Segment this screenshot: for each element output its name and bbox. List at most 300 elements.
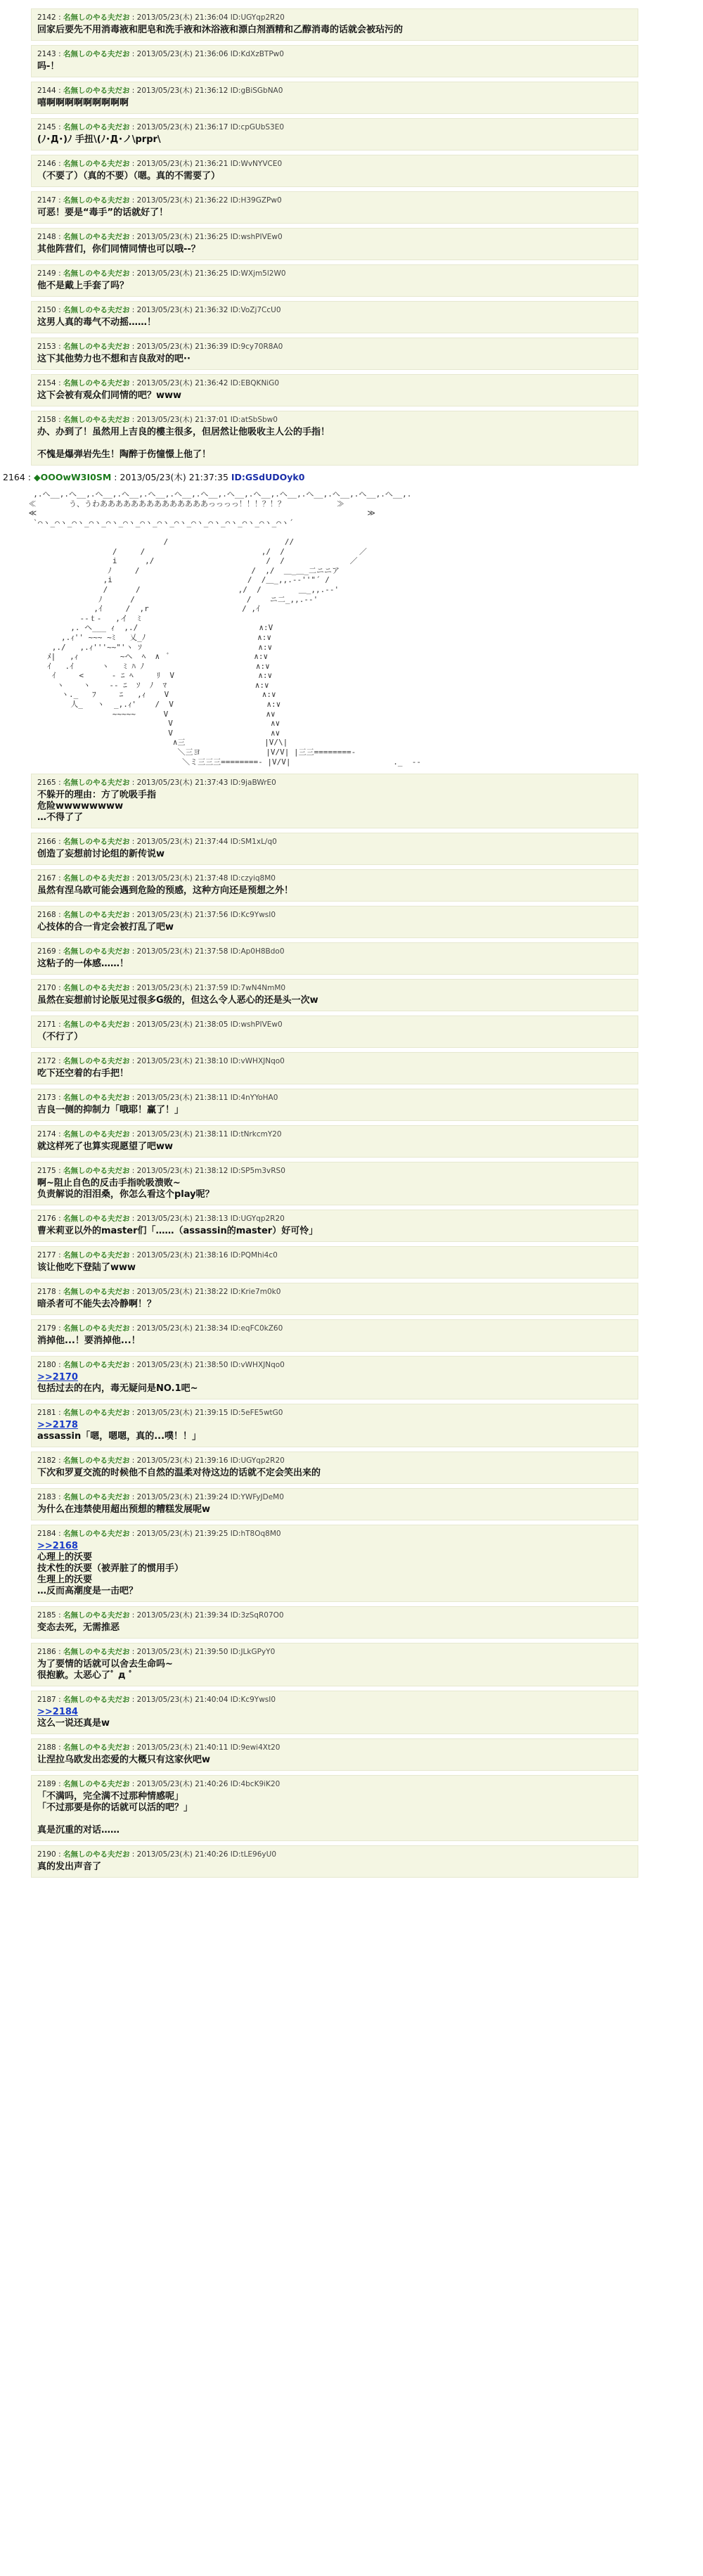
ascii-art-line: ∧三 |V/\| bbox=[24, 738, 288, 748]
poster-name[interactable]: 名無しのやる夫だお bbox=[63, 1251, 130, 1260]
post-header: 2176 : 名無しのやる夫だお : 2013/05/23(木) 21:38:13 ID:UGYqp2R20 bbox=[37, 1215, 285, 1224]
poster-name[interactable]: 名無しのやる夫だお bbox=[63, 1743, 130, 1752]
post-header: 2187 : 名無しのやる夫だお : 2013/05/23(木) 21:40:04 ID:Kc9YwsI0 bbox=[37, 1696, 276, 1705]
poster-name[interactable]: 名無しのやる夫だお bbox=[63, 196, 130, 205]
post-line: 可恶！要是“毒手”的话就好了！ bbox=[37, 207, 169, 218]
post-line: 不躲开的理由：方了吮吸手指 bbox=[37, 790, 157, 801]
post-body bbox=[37, 1105, 632, 1116]
poster-id[interactable]: ID:9cy70R8A0 bbox=[230, 342, 283, 351]
post-number: 2149 bbox=[37, 269, 56, 278]
poster-id[interactable]: ID:czyiq8M0 bbox=[230, 874, 276, 883]
post bbox=[31, 1356, 638, 1399]
post-date: 2013/05/23(木) 21:38:22 bbox=[136, 1288, 228, 1297]
poster-id[interactable]: ID:cpGUbS3E0 bbox=[230, 123, 285, 132]
post-body bbox=[37, 25, 632, 36]
post bbox=[31, 1488, 638, 1520]
post-date: 2013/05/23(木) 21:39:50 bbox=[136, 1648, 228, 1657]
poster-id[interactable]: ID:tLE96yU0 bbox=[230, 1850, 276, 1859]
poster-id[interactable]: ID:vWHXJNqo0 bbox=[230, 1361, 285, 1370]
reply-anchor-link[interactable]: >>2170 bbox=[37, 1372, 78, 1383]
poster-id[interactable]: ID:UGYqp2R20 bbox=[230, 1215, 285, 1224]
reply-anchor-link[interactable]: >>2168 bbox=[37, 1541, 78, 1552]
post-line: 包括过去的在内，毒无疑问是NO.1吧~ bbox=[37, 1383, 198, 1395]
post-header: 2147 : 名無しのやる夫だお : 2013/05/23(木) 21:36:22 ID:H39GZPw0 bbox=[37, 196, 282, 205]
post-line: 这下会被有观众们同情的吧？www bbox=[37, 390, 182, 401]
post-number: 2190 bbox=[37, 1850, 56, 1859]
post-number: 2148 bbox=[37, 233, 56, 241]
post-number: 2142 bbox=[37, 13, 56, 22]
post-header: 2146 : 名無しのやる夫だお : 2013/05/23(木) 21:36:21 ID:WvNYVCE0 bbox=[37, 160, 283, 168]
post bbox=[31, 228, 638, 260]
post-number: 2180 bbox=[37, 1361, 56, 1370]
post-body bbox=[37, 1659, 632, 1681]
post bbox=[31, 338, 638, 370]
post-line bbox=[37, 1814, 632, 1825]
post-header: 2167 : 名無しのやる夫だお : 2013/05/23(木) 21:37:48 ID:czyiq8M0 bbox=[37, 874, 276, 883]
poster-name[interactable]: 名無しのやる夫だお bbox=[63, 874, 130, 883]
post-date: 2013/05/23(木) 21:38:10 bbox=[136, 1057, 228, 1066]
ascii-art bbox=[24, 489, 692, 767]
ascii-art-line: ｲ .ｲ ヽ ﾐ ﾊ ﾉ ∧:∨ bbox=[24, 661, 270, 671]
post-line: 这下其他势力也不想和吉良敌对的吧·· bbox=[37, 354, 191, 364]
poster-name[interactable]: 名無しのやる夫だお bbox=[63, 1456, 130, 1466]
ascii-art-line: / // bbox=[24, 537, 295, 546]
post-body bbox=[37, 1861, 632, 1873]
ascii-art-line: ‐-ｔ‐ ,イ ﾐ bbox=[24, 613, 141, 623]
post-line: 很抱歉。太恶心了ﾟ д ﾟ bbox=[37, 1670, 134, 1681]
post-number: 2143 bbox=[37, 50, 56, 58]
poster-name[interactable]: 名無しのやる夫だお bbox=[63, 838, 130, 847]
post-date: 2013/05/23(木) 21:40:26 bbox=[136, 1780, 228, 1789]
post-date: 2013/05/23(木) 21:36:25 bbox=[136, 233, 228, 241]
post bbox=[31, 1162, 638, 1205]
ascii-art-line: / / ,/ / ＿_,,.-‐' bbox=[24, 584, 340, 594]
post-body bbox=[37, 995, 632, 1006]
poster-name[interactable]: 名無しのやる夫だお bbox=[63, 947, 130, 956]
post-line: 负责解说的泪泪桑，你怎么看这个play呢？ bbox=[37, 1189, 214, 1200]
post-date: 2013/05/23(木) 21:37:01 bbox=[136, 416, 228, 424]
post-line: 下次和罗夏交流的时候他不自然的温柔对待这边的话就不定会笑出来的 bbox=[37, 1468, 321, 1479]
poster-name[interactable]: 名無しのやる夫だお bbox=[63, 269, 130, 278]
poster-id[interactable]: ID:9ewi4Xt20 bbox=[230, 1743, 280, 1752]
post-header: 2188 : 名無しのやる夫だお : 2013/05/23(木) 21:40:11 ID:9ewi4Xt20 bbox=[37, 1743, 280, 1752]
ascii-art-line: `⌒ヽ_⌒ヽ_⌒ヽ_⌒ヽ_⌒ヽ_⌒ヽ_⌒ヽ_⌒ヽ_⌒ヽ_⌒ヽ_⌒ヽ_⌒ヽ_⌒ヽ_⌒ヽ_⌒ヽ´ bbox=[24, 518, 294, 527]
post-body bbox=[37, 1622, 632, 1634]
post-line: 暗杀者可不能失去冷静啊！？ bbox=[37, 1299, 157, 1310]
poster-id[interactable]: ID:9jaBWrE0 bbox=[230, 778, 276, 788]
ascii-art-line: ﾉ / / ,/ ＿_＿_二ニニア bbox=[24, 565, 340, 575]
post bbox=[31, 1845, 638, 1878]
poster-id[interactable]: ID:YWFyJDeM0 bbox=[230, 1493, 284, 1502]
post-header: 2179 : 名無しのやる夫だお : 2013/05/23(木) 21:38:34 ID:eqFC0kZ60 bbox=[37, 1324, 283, 1333]
post bbox=[31, 155, 638, 187]
post bbox=[31, 411, 638, 466]
post-header: 2168 : 名無しのやる夫だお : 2013/05/23(木) 21:37:56 ID:Kc9YwsI0 bbox=[37, 911, 276, 920]
poster-id[interactable]: ID:UGYqp2R20 bbox=[230, 1456, 285, 1466]
poster-id[interactable]: ID:gBiSGbNA0 bbox=[230, 86, 283, 95]
post-number: 2172 bbox=[37, 1057, 56, 1066]
post-body bbox=[37, 1335, 632, 1347]
post-date: 2013/05/23(木) 21:37:43 bbox=[136, 778, 228, 788]
post-body bbox=[37, 207, 632, 219]
post-date: 2013/05/23(木) 21:40:26 bbox=[136, 1850, 228, 1859]
post-date: 2013/05/23(木) 21:38:13 bbox=[136, 1215, 228, 1224]
post-number: 2189 bbox=[37, 1780, 56, 1789]
poster-id[interactable]: ID:EBQKNiG0 bbox=[230, 379, 280, 387]
post-body bbox=[37, 1755, 632, 1766]
poster-id[interactable]: ID:PQMhi4c0 bbox=[230, 1251, 278, 1260]
post-line: 虽然在妄想前讨论版见过很多G级的，但这么令人恶心的还是头一次w bbox=[37, 995, 318, 1006]
post-number: 2177 bbox=[37, 1251, 56, 1260]
post-header: 2149 : 名無しのやる夫だお : 2013/05/23(木) 21:36:25 ID:WXjm5l2W0 bbox=[37, 269, 286, 278]
post-line: 「不过那要是你的话就可以活的吧？」 bbox=[37, 1802, 193, 1814]
post-line: 生理上的沃要 bbox=[37, 1575, 93, 1586]
post-body bbox=[37, 1262, 632, 1274]
post-header: 2153 : 名無しのやる夫だお : 2013/05/23(木) 21:36:39 ID:9cy70R8A0 bbox=[37, 342, 283, 351]
post-line bbox=[37, 438, 632, 449]
post-header: 2148 : 名無しのやる夫だお : 2013/05/23(木) 21:36:25 ID:wshPIVEw0 bbox=[37, 233, 283, 241]
post-line: 嘻啊啊啊啊啊啊啊啊啊 bbox=[37, 98, 129, 108]
post-line: 曹米莉亚以外的master们「……（assassin的master）好可怜」 bbox=[37, 1226, 318, 1237]
post-line: assassin「嗯，嗯嗯，真的...噗！！」 bbox=[37, 1431, 202, 1442]
post-header: 2158 : 名無しのやる夫だお : 2013/05/23(木) 21:37:01 ID:atSbSbw0 bbox=[37, 416, 278, 424]
poster-id[interactable]: ID:wshPIVEw0 bbox=[230, 233, 283, 241]
poster-id[interactable]: ID:4bcK9iK20 bbox=[230, 1780, 280, 1789]
poster-name[interactable]: 名無しのやる夫だお bbox=[63, 1780, 130, 1789]
poster-name[interactable]: 名無しのやる夫だお bbox=[63, 1324, 130, 1333]
post-date: 2013/05/23(木) 21:37:48 bbox=[136, 874, 228, 883]
post-line: 就这样死了也算实现愿望了吧ww bbox=[37, 1141, 174, 1153]
post-body bbox=[37, 281, 632, 292]
ascii-art-line: ,. ヘ___ ｨ ,./ ∧:V bbox=[24, 623, 273, 633]
post-header: 2190 : 名無しのやる夫だお : 2013/05/23(木) 21:40:26 ID:tLE96yU0 bbox=[37, 1850, 276, 1859]
post-line: 其他阵营们，你们同情同情也可以哦--？ bbox=[37, 244, 200, 255]
reply-anchor-link[interactable]: >>2178 bbox=[37, 1420, 78, 1431]
post-header: 2183 : 名無しのやる夫だお : 2013/05/23(木) 21:39:24 ID:YWFyJDeM0 bbox=[37, 1493, 284, 1502]
poster-id[interactable]: ID:SP5m3vRS0 bbox=[230, 1167, 285, 1176]
post bbox=[31, 1775, 638, 1841]
poster-id[interactable]: ID:GSdUDOyk0 bbox=[231, 472, 305, 482]
post-date: 2013/05/23(木) 21:37:58 bbox=[136, 947, 228, 956]
post-date: 2013/05/23(木) 21:39:16 bbox=[136, 1456, 228, 1466]
post-number: 2181 bbox=[37, 1409, 56, 1418]
post bbox=[31, 942, 638, 975]
ascii-art-line: i ,/ / / ／ bbox=[24, 556, 358, 566]
post-date: 2013/05/23(木) 21:36:21 bbox=[136, 160, 228, 168]
ascii-art-line: ,./ ,.ｨ'''~~"'ヽ ｿ ∧:∨ bbox=[24, 642, 273, 652]
post-number: 2186 bbox=[37, 1648, 56, 1657]
ascii-art-line: ,.ｨ'' ~~~ ~ﾐ 乂_ﾉ ∧:∨ bbox=[24, 632, 272, 642]
post-date: 2013/05/23(木) 21:36:32 bbox=[136, 306, 228, 314]
poster-id[interactable]: ID:Ap0H8Bdo0 bbox=[230, 947, 285, 956]
post-line: …反而高潮度是一击吧？ bbox=[37, 1586, 138, 1597]
post-body bbox=[37, 1141, 632, 1153]
post-body bbox=[37, 98, 632, 109]
poster-name[interactable]: 名無しのやる夫だお bbox=[63, 13, 130, 22]
post-header: 2166 : 名無しのやる夫だお : 2013/05/23(木) 21:37:44 ID:SM1xL/q0 bbox=[37, 838, 277, 847]
poster-name[interactable]: 名無しのやる夫だお bbox=[63, 1094, 130, 1103]
post-header: 2184 : 名無しのやる夫だお : 2013/05/23(木) 21:39:25 ID:hT8Oq8M0 bbox=[37, 1530, 281, 1539]
post-date: 2013/05/23(木) 21:38:50 bbox=[136, 1361, 228, 1370]
post-body bbox=[37, 1541, 632, 1597]
post-line: 虽然有涅乌欧可能会遇到危险的预感，这种方向还是预想之外！ bbox=[37, 885, 294, 897]
post-date: 2013/05/23(木) 21:36:22 bbox=[136, 196, 228, 205]
post-line: 吃下还空着的右手把！ bbox=[37, 1068, 129, 1079]
ascii-art-line: ＼三ヨ |V/V| |三三========- bbox=[24, 748, 356, 757]
ascii-art-line: ≪ ≫ bbox=[24, 508, 375, 518]
poster-id[interactable]: ID:UGYqp2R20 bbox=[230, 13, 285, 22]
ascii-art-line: ｲ < ‐ ﾆ ﾍ ﾘ V ∧:∨ bbox=[24, 671, 273, 681]
post-date: 2013/05/23(木) 21:38:05 bbox=[136, 1020, 228, 1030]
post-number: 2168 bbox=[37, 911, 56, 920]
post bbox=[31, 1643, 638, 1686]
post-line: 心技体的合一肯定会被打乱了吧w bbox=[37, 922, 174, 933]
post-body bbox=[37, 317, 632, 328]
post-body bbox=[37, 134, 632, 146]
post-header: 2189 : 名無しのやる夫だお : 2013/05/23(木) 21:40:26 ID:4bcK9iK20 bbox=[37, 1780, 280, 1789]
poster-id[interactable]: ID:Kc9YwsI0 bbox=[230, 911, 276, 920]
post-date: 2013/05/23(木) 21:37:56 bbox=[136, 911, 228, 920]
post-line: 为了要情的话就可以舍去生命吗~ bbox=[37, 1659, 173, 1670]
post bbox=[31, 374, 638, 406]
post bbox=[31, 1246, 638, 1279]
post bbox=[31, 979, 638, 1011]
post bbox=[31, 869, 638, 902]
post-header: 2143 : 名無しのやる夫だお : 2013/05/23(木) 21:36:06 ID:KdXzBTPw0 bbox=[37, 50, 284, 58]
post-number: 2145 bbox=[37, 123, 56, 132]
post-date: 2013/05/23(木) 21:40:04 bbox=[136, 1696, 228, 1705]
poster-id[interactable]: ID:eqFC0kZ60 bbox=[230, 1324, 283, 1333]
post-date: 2013/05/23(木) 21:38:12 bbox=[136, 1167, 228, 1176]
post-number: 2146 bbox=[37, 160, 56, 168]
poster-name[interactable]: 名無しのやる夫だお bbox=[63, 1020, 130, 1030]
poster-name[interactable]: 名無しのやる夫だお bbox=[63, 86, 130, 95]
poster-id[interactable]: ID:5eFE5wtG0 bbox=[230, 1409, 283, 1418]
post-number: 2182 bbox=[37, 1456, 56, 1466]
poster-id[interactable]: ID:WXjm5l2W0 bbox=[230, 269, 286, 278]
poster-id[interactable]: ID:wshPIVEw0 bbox=[230, 1020, 283, 1030]
post bbox=[31, 82, 638, 114]
post bbox=[31, 1125, 638, 1158]
poster-id[interactable]: ID:H39GZPw0 bbox=[230, 196, 282, 205]
post-number: 2154 bbox=[37, 379, 56, 387]
post-number: 2184 bbox=[37, 1530, 56, 1539]
post bbox=[31, 1210, 638, 1242]
poster-id[interactable]: ID:Krie7m0k0 bbox=[230, 1288, 281, 1297]
ascii-art-line: ヽ ヽ -- ﾆ ｿ ﾉ ﾏ ∧:∨ bbox=[24, 680, 269, 690]
poster-name[interactable]: 名無しのやる夫だお bbox=[63, 1696, 130, 1705]
poster-id[interactable]: ID:vWHXJNqo0 bbox=[230, 1057, 285, 1066]
post-line: 这么一说还真是w bbox=[37, 1718, 110, 1729]
post-number: 2174 bbox=[37, 1130, 56, 1139]
post-body bbox=[37, 1791, 632, 1836]
post bbox=[31, 774, 638, 828]
post-line: 回家后要先不用消毒液和肥皂和洗手液和沐浴液和漂白剂酒精和乙醇消毒的话就会被玷污的 bbox=[37, 25, 404, 35]
post-date: 2013/05/23(木) 21:39:25 bbox=[136, 1530, 228, 1539]
post-header: 2182 : 名無しのやる夫だお : 2013/05/23(木) 21:39:16 ID:UGYqp2R20 bbox=[37, 1456, 285, 1466]
post-date: 2013/05/23(木) 21:39:24 bbox=[136, 1493, 228, 1502]
post-body bbox=[37, 1707, 632, 1729]
ascii-art-line: ,.へ__,.へ__,.へ__,.へ__,.へ__,.へ__,.へ__,.へ__,.へ__,.へ__,.へ__,.へ__,.へ__,.へ__,. bbox=[24, 489, 412, 499]
poster-name[interactable]: ◆OOOwW3I0SM bbox=[33, 472, 112, 482]
post-body bbox=[37, 1504, 632, 1516]
post-line: 「不满吗，完全满不过那种情感呢」 bbox=[37, 1791, 184, 1802]
post-line: 真的发出声音了 bbox=[37, 1861, 102, 1873]
poster-name[interactable]: 名無しのやる夫だお bbox=[63, 911, 130, 920]
post-number: 2187 bbox=[37, 1696, 56, 1705]
poster-name[interactable]: 名無しのやる夫だお bbox=[63, 1850, 130, 1859]
poster-id[interactable]: ID:atSbSbw0 bbox=[230, 416, 278, 424]
post-header: 2154 : 名無しのやる夫だお : 2013/05/23(木) 21:36:42 ID:EBQKNiG0 bbox=[37, 379, 280, 387]
post bbox=[31, 833, 638, 865]
poster-name[interactable]: 名無しのやる夫だお bbox=[63, 1648, 130, 1657]
post-body bbox=[37, 244, 632, 255]
post-line: …不得了了 bbox=[37, 812, 84, 824]
post-number: 2164 bbox=[3, 472, 25, 482]
poster-name[interactable]: 名無しのやる夫だお bbox=[63, 1409, 130, 1418]
post-line: 吉良一侧的抑制力「哦耶！赢了！」 bbox=[37, 1105, 184, 1116]
post-number: 2176 bbox=[37, 1215, 56, 1224]
poster-name[interactable]: 名無しのやる夫だお bbox=[63, 1493, 130, 1502]
post-line: 真是沉重的对话…… bbox=[37, 1825, 120, 1836]
post-date: 2013/05/23(木) 21:40:11 bbox=[136, 1743, 228, 1752]
post-body bbox=[37, 1178, 632, 1200]
poster-name[interactable]: 名無しのやる夫だお bbox=[63, 778, 130, 788]
post bbox=[31, 1606, 638, 1639]
ascii-art-line: ~~~~~ V ∧∨ bbox=[24, 709, 276, 719]
poster-id[interactable]: ID:3zSqR07O0 bbox=[230, 1611, 284, 1620]
poster-id[interactable]: ID:7wN4NmM0 bbox=[230, 984, 286, 993]
ascii-art-line: V ∧∨ bbox=[24, 728, 280, 738]
ascii-art-line bbox=[24, 527, 692, 537]
poster-name[interactable]: 名無しのやる夫だお bbox=[63, 50, 130, 58]
post-body bbox=[37, 849, 632, 860]
ascii-art-line: ﾒ| ,ｨ ~ヘ ﾍ ∧ ﾞ ∧:∨ bbox=[24, 652, 269, 662]
post-number: 2183 bbox=[37, 1493, 56, 1502]
post bbox=[31, 1404, 638, 1447]
poster-name[interactable]: 名無しのやる夫だお bbox=[63, 984, 130, 993]
post-number: 2175 bbox=[37, 1167, 56, 1176]
post-body bbox=[37, 354, 632, 365]
poster-id[interactable]: ID:4nYYoHA0 bbox=[230, 1094, 278, 1103]
post-header: 2170 : 名無しのやる夫だお : 2013/05/23(木) 21:37:59 ID:7wN4NmM0 bbox=[37, 984, 286, 993]
post-date: 2013/05/23(木) 21:37:59 bbox=[136, 984, 228, 993]
post bbox=[31, 45, 638, 77]
post-date: 2013/05/23(木) 21:38:11 bbox=[136, 1094, 228, 1103]
poster-name[interactable]: 名無しのやる夫だお bbox=[63, 1057, 130, 1066]
post-number: 2173 bbox=[37, 1094, 56, 1103]
post-body bbox=[37, 171, 632, 182]
poster-name[interactable]: 名無しのやる夫だお bbox=[63, 1530, 130, 1539]
aa-post-header: 2164 : ◆OOOwW3I0SM : 2013/05/23(木) 21:37:35 ID:GSdUDOyk0 bbox=[3, 472, 305, 482]
post-date: 2013/05/23(木) 21:36:04 bbox=[136, 13, 228, 22]
post-body bbox=[37, 885, 632, 897]
post-line: （不要了）（真的不要）（嗯。真的不需要了） bbox=[37, 171, 221, 181]
poster-name[interactable]: 名無しのやる夫だお bbox=[63, 123, 130, 132]
poster-name[interactable]: 名無しのやる夫だお bbox=[63, 1167, 130, 1176]
post-body bbox=[37, 1372, 632, 1395]
poster-id[interactable]: ID:hT8Oq8M0 bbox=[230, 1530, 281, 1539]
poster-name[interactable]: 名無しのやる夫だお bbox=[63, 160, 130, 168]
post-line: 心理上的沃要 bbox=[37, 1552, 93, 1563]
poster-id[interactable]: ID:KdXzBTPw0 bbox=[230, 50, 284, 58]
post-number: 2170 bbox=[37, 984, 56, 993]
post-header: 2185 : 名無しのやる夫だお : 2013/05/23(木) 21:39:34 ID:3zSqR07O0 bbox=[37, 1611, 284, 1620]
ascii-art-line: ヽ._ ﾌ ﾆ ,ｨ V ∧:∨ bbox=[24, 690, 276, 700]
ascii-art-line: 人_ ヽ _,.ｨ' / V ∧:∨ bbox=[24, 700, 281, 710]
post-line: 让涅拉乌欧发出恋爱的大概只有这家伙吧w bbox=[37, 1755, 211, 1766]
post-number: 2178 bbox=[37, 1288, 56, 1297]
poster-name[interactable]: 名無しのやる夫だお bbox=[63, 1611, 130, 1620]
post-body bbox=[37, 1420, 632, 1442]
post bbox=[31, 1089, 638, 1121]
poster-name[interactable]: 名無しのやる夫だお bbox=[63, 306, 130, 314]
reply-anchor-link[interactable]: >>2184 bbox=[37, 1707, 78, 1718]
post-date: 2013/05/23(木) 21:38:11 bbox=[136, 1130, 228, 1139]
post-date: 2013/05/23(木) 21:36:25 bbox=[136, 269, 228, 278]
ascii-art-line: V ∧∨ bbox=[24, 719, 280, 729]
post-line: 创造了妄想前讨论组的新传说w bbox=[37, 849, 165, 860]
post-number: 2153 bbox=[37, 342, 56, 351]
post-line: 变态去死，无需推恶 bbox=[37, 1622, 120, 1634]
post-line: 这粘子的一体感……！ bbox=[37, 959, 129, 970]
post-header: 2144 : 名無しのやる夫だお : 2013/05/23(木) 21:36:12 ID:gBiSGbNA0 bbox=[37, 86, 283, 95]
post-body bbox=[37, 427, 632, 461]
post-header: 2150 : 名無しのやる夫だお : 2013/05/23(木) 21:36:32 ID:VoZj7CcU0 bbox=[37, 306, 281, 314]
poster-name[interactable]: 名無しのやる夫だお bbox=[63, 1215, 130, 1224]
poster-id[interactable]: ID:SM1xL/q0 bbox=[230, 838, 277, 847]
poster-id[interactable]: ID:tNrkcmY20 bbox=[230, 1130, 282, 1139]
post-line: 他不是戴上手套了吗？ bbox=[37, 281, 129, 291]
post bbox=[31, 264, 638, 297]
post-line: (ﾉ･Д･)ﾉ 手扭\(ﾉ･Д･ノ\prpr\ bbox=[37, 134, 161, 145]
post bbox=[31, 906, 638, 938]
post-line: 办、办到了！虽然用上吉良的樓主很多，但居然让他吸收主人公的手指！ bbox=[37, 427, 330, 437]
post-body bbox=[37, 1068, 632, 1079]
post-body bbox=[37, 390, 632, 402]
post-number: 2171 bbox=[37, 1020, 56, 1030]
post-number: 2188 bbox=[37, 1743, 56, 1752]
post-line: 这男人真的毒气不动摇……！ bbox=[37, 317, 157, 328]
poster-id[interactable]: ID:WvNYVCE0 bbox=[230, 160, 283, 168]
post bbox=[31, 1525, 638, 1602]
post-header: 2142 : 名無しのやる夫だお : 2013/05/23(木) 21:36:04 ID:UGYqp2R20 bbox=[37, 13, 285, 22]
post-date: 2013/05/23(木) 21:39:15 bbox=[136, 1409, 228, 1418]
post-header: 2171 : 名無しのやる夫だお : 2013/05/23(木) 21:38:05 ID:wshPIVEw0 bbox=[37, 1020, 283, 1030]
post-body bbox=[37, 790, 632, 824]
post bbox=[31, 1052, 638, 1084]
post-line: 技术性的沃要（被弄脏了的惯用手） bbox=[37, 1563, 184, 1575]
post-date: 2013/05/23(木) 21:36:42 bbox=[136, 379, 228, 387]
poster-id[interactable]: ID:VoZj7CcU0 bbox=[230, 306, 281, 314]
aa-post bbox=[3, 471, 692, 767]
post bbox=[31, 191, 638, 224]
post-date: 2013/05/23(木) 21:38:34 bbox=[136, 1324, 228, 1333]
post bbox=[31, 1452, 638, 1484]
poster-id[interactable]: ID:Kc9YwsI0 bbox=[230, 1696, 276, 1705]
poster-name[interactable]: 名無しのやる夫だお bbox=[63, 342, 130, 351]
post-header: 2173 : 名無しのやる夫だお : 2013/05/23(木) 21:38:11 ID:4nYYoHA0 bbox=[37, 1094, 278, 1103]
poster-name[interactable]: 名無しのやる夫だお bbox=[63, 1130, 130, 1139]
poster-name[interactable]: 名無しのやる夫だお bbox=[63, 416, 130, 424]
poster-name[interactable]: 名無しのやる夫だお bbox=[63, 379, 130, 387]
post bbox=[31, 1015, 638, 1048]
poster-id[interactable]: ID:JLkGPyY0 bbox=[230, 1648, 276, 1657]
poster-name[interactable]: 名無しのやる夫だお bbox=[63, 233, 130, 241]
poster-name[interactable]: 名無しのやる夫だお bbox=[63, 1288, 130, 1297]
post-date: 2013/05/23(木) 21:37:35 bbox=[120, 472, 228, 482]
poster-name[interactable]: 名無しのやる夫だお bbox=[63, 1361, 130, 1370]
